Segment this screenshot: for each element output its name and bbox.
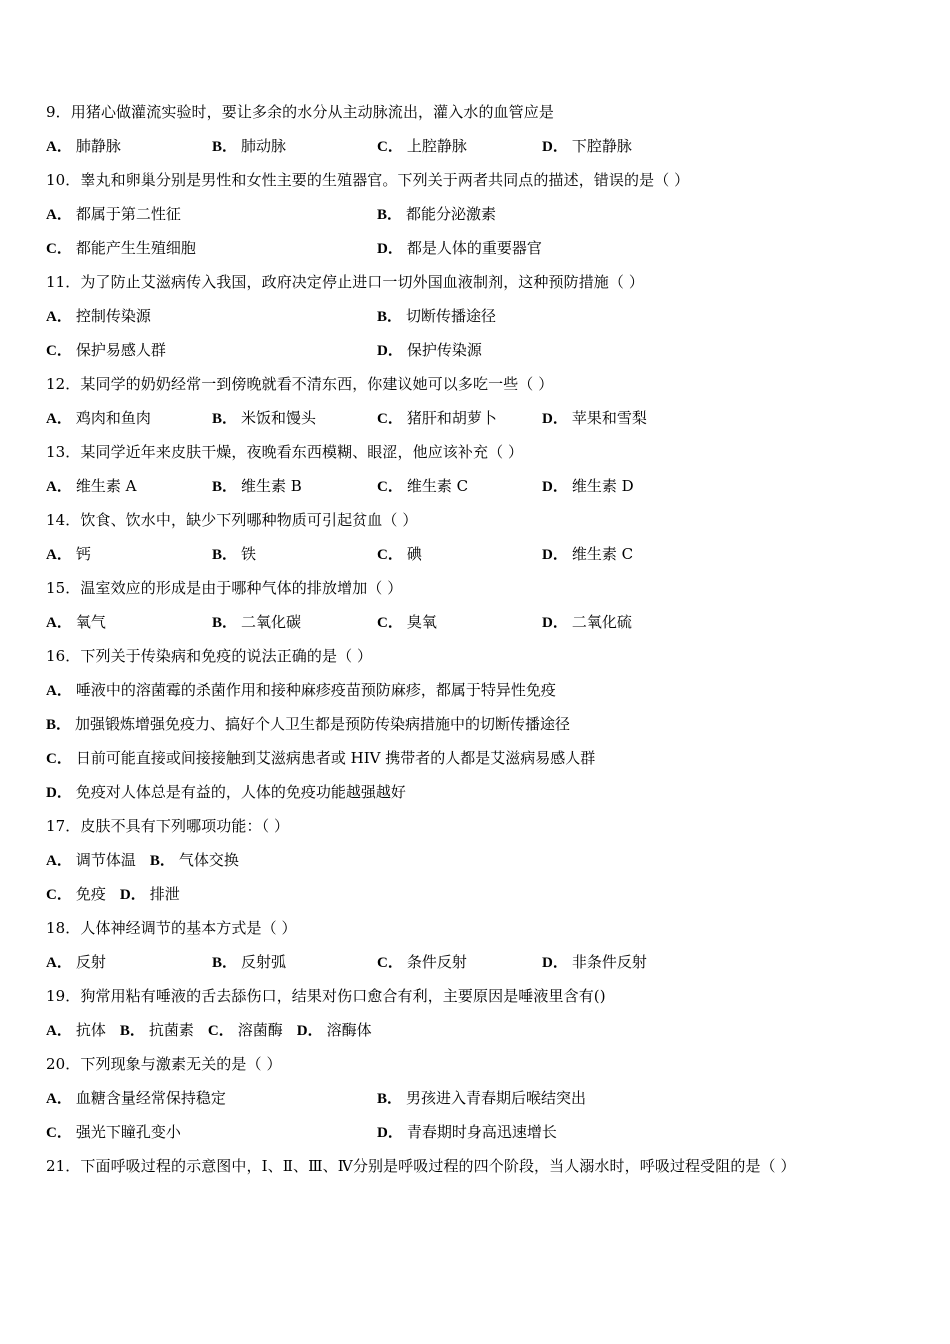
- option-letter: C．: [377, 139, 403, 155]
- option-text: 控制传染源: [75, 307, 151, 325]
- option-b: [212, 610, 301, 635]
- option-text: 都能产生生殖细胞: [75, 239, 196, 257]
- option-letter: A．: [46, 683, 72, 699]
- option-letter: D．: [296, 1023, 323, 1039]
- option-text: 鸡肉和鱼肉: [75, 409, 151, 427]
- option-letter: B．: [212, 615, 238, 631]
- question-text: 17．皮肤不具有下列哪项功能：（ ）: [46, 817, 290, 835]
- question-stem: [46, 270, 644, 294]
- question-stem: [46, 440, 523, 464]
- option-letter: B．: [377, 207, 403, 223]
- option-text: 非条件反射: [571, 953, 647, 971]
- question-stem: [46, 100, 554, 124]
- option-text: 二氧化硫: [571, 613, 632, 631]
- option-a: [46, 1021, 106, 1039]
- option-text: 维生素 C: [406, 477, 469, 495]
- question-text: 9．用猪心做灌流实验时，要让多余的水分从主动脉流出，灌入水的血管应是: [46, 103, 554, 121]
- option-c: [46, 236, 196, 261]
- question-stem: [46, 168, 689, 192]
- question-stem: [46, 576, 402, 600]
- option-letter: B．: [377, 309, 403, 325]
- option-letter: D．: [542, 955, 568, 971]
- option-c: [208, 1021, 283, 1039]
- option-text: 维生素 D: [571, 477, 634, 495]
- option-d: [120, 885, 180, 903]
- option-text: 都是人体的重要器官: [406, 239, 542, 257]
- option-text: 血糖含量经常保持稳定: [75, 1089, 226, 1107]
- option-letter: C．: [46, 1125, 72, 1141]
- option-a: [46, 950, 106, 975]
- option-b: [377, 1086, 586, 1111]
- option-text: 上腔静脉: [406, 137, 467, 155]
- question-text: 11．为了防止艾滋病传入我国，政府决定停止进口一切外国血液制剂，这种预防措施（ ）: [46, 273, 644, 291]
- option-b: [212, 474, 302, 499]
- option-letter: D．: [542, 615, 568, 631]
- option-letter: C．: [377, 547, 403, 563]
- option-a: [46, 474, 136, 499]
- option-letter: B．: [119, 1023, 145, 1039]
- option-c: [46, 885, 106, 903]
- options-row: [46, 1018, 386, 1042]
- option-a: [46, 610, 106, 635]
- option-text: 保护传染源: [406, 341, 482, 359]
- option-a: [46, 134, 121, 159]
- option-text: 钙: [75, 545, 91, 563]
- options-row: [46, 848, 253, 872]
- question-stem: [46, 1154, 796, 1178]
- option-text: 日前可能直接或间接接触到艾滋病患者或 HIV 携带者的人都是艾滋病易感人群: [75, 749, 596, 767]
- option-text: 免疫对人体总是有益的，人体的免疫功能越强越好: [75, 783, 406, 801]
- option-a: [46, 304, 151, 329]
- option-text: 肺静脉: [75, 137, 121, 155]
- question-text: 14．饮食、饮水中，缺少下列哪种物质可引起贫血（ ）: [46, 511, 418, 529]
- option-letter: D．: [542, 479, 568, 495]
- option-letter: A．: [46, 547, 72, 563]
- option-d: [542, 406, 647, 431]
- option-text: 都能分泌激素: [406, 205, 497, 223]
- option-letter: D．: [377, 343, 403, 359]
- option-d: [542, 134, 632, 159]
- option-letter: B．: [212, 955, 238, 971]
- option-letter: C．: [46, 343, 72, 359]
- question-stem: [46, 644, 372, 668]
- question-text: 19．狗常用粘有唾液的舌去舔伤口，结果对伤口愈合有利，主要原因是唾液里含有(): [46, 987, 606, 1005]
- question-stem: [46, 372, 553, 396]
- option-d: [377, 338, 482, 363]
- option-a: [46, 406, 151, 431]
- option-text: 氧气: [75, 613, 106, 631]
- option-d: [542, 542, 633, 567]
- option-text: 条件反射: [406, 953, 467, 971]
- option-letter: C．: [377, 955, 403, 971]
- option-text: 铁: [241, 545, 257, 563]
- option-d: [542, 474, 634, 499]
- option-letter: B．: [377, 1091, 403, 1107]
- option-text: 切断传播途径: [406, 307, 497, 325]
- option-letter: D．: [46, 785, 72, 801]
- option-a: [46, 1086, 226, 1111]
- option-letter: A．: [46, 615, 72, 631]
- option-letter: A．: [46, 309, 72, 325]
- question-stem: [46, 814, 289, 838]
- option-c: [46, 338, 166, 363]
- option-letter: D．: [542, 411, 568, 427]
- option-letter: A．: [46, 853, 72, 869]
- option-text: 免疫: [75, 885, 106, 903]
- option-letter: D．: [542, 139, 568, 155]
- option-letter: D．: [377, 241, 403, 257]
- option-letter: A．: [46, 1023, 72, 1039]
- option-text: 肺动脉: [241, 137, 287, 155]
- option-c: [46, 746, 595, 771]
- option-text: 男孩进入青春期后喉结突出: [406, 1089, 587, 1107]
- option-letter: A．: [46, 207, 72, 223]
- option-text: 二氧化碳: [241, 613, 302, 631]
- option-text: 维生素 B: [241, 477, 302, 495]
- question-text: 13．某同学近年来皮肤干燥，夜晚看东西模糊、眼涩，他应该补充（ ）: [46, 443, 524, 461]
- option-b: [377, 304, 496, 329]
- option-text: 臭氧: [406, 613, 437, 631]
- option-letter: D．: [377, 1125, 403, 1141]
- option-d: [377, 1120, 557, 1145]
- option-text: 唾液中的溶菌霉的杀菌作用和接种麻疹疫苗预防麻疹，都属于特异性免疫: [75, 681, 556, 699]
- option-text: 维生素 A: [75, 477, 137, 495]
- option-letter: B．: [212, 411, 238, 427]
- option-b: [212, 134, 286, 159]
- option-letter: A．: [46, 139, 72, 155]
- option-d: [377, 236, 542, 261]
- option-letter: C．: [377, 411, 403, 427]
- option-letter: A．: [46, 411, 72, 427]
- question-text: 18．人体神经调节的基本方式是（ ）: [46, 919, 297, 937]
- option-text: 都属于第二性征: [75, 205, 181, 223]
- option-text: 强光下瞳孔变小: [75, 1123, 181, 1141]
- option-letter: C．: [377, 615, 403, 631]
- option-text: 猪肝和胡萝卜: [406, 409, 497, 427]
- option-letter: D．: [542, 547, 568, 563]
- option-c: [377, 474, 468, 499]
- question-stem: [46, 508, 417, 532]
- option-text: 溶酶体: [326, 1021, 372, 1039]
- option-d: [542, 950, 647, 975]
- option-letter: B．: [212, 479, 238, 495]
- option-letter: C．: [46, 241, 72, 257]
- option-b: [120, 1021, 194, 1039]
- option-b: [212, 542, 256, 567]
- option-text: 抗菌素: [148, 1021, 194, 1039]
- option-text: 保护易感人群: [75, 341, 166, 359]
- option-b: [150, 851, 239, 869]
- option-letter: B．: [46, 717, 72, 733]
- option-b: [377, 202, 496, 227]
- option-d: [542, 610, 632, 635]
- option-d: [46, 780, 406, 805]
- question-text: 12．某同学的奶奶经常一到傍晚就看不清东西，你建议她可以多吃一些（ ）: [46, 375, 554, 393]
- option-letter: B．: [212, 547, 238, 563]
- question-stem: [46, 984, 606, 1008]
- question-stem: [46, 916, 297, 940]
- question-text: 20．下列现象与激素无关的是（ ）: [46, 1055, 282, 1073]
- option-text: 维生素 C: [571, 545, 634, 563]
- question-stem: [46, 1052, 282, 1076]
- option-text: 溶菌酶: [237, 1021, 283, 1039]
- option-letter: C．: [46, 887, 72, 903]
- option-c: [377, 950, 467, 975]
- option-b: [212, 406, 316, 431]
- option-letter: B．: [149, 853, 175, 869]
- option-a: [46, 678, 556, 703]
- option-text: 碘: [406, 545, 422, 563]
- option-a: [46, 851, 136, 869]
- option-text: 抗体: [75, 1021, 106, 1039]
- option-c: [377, 406, 497, 431]
- option-d: [297, 1021, 372, 1039]
- option-text: 青春期时身高迅速增长: [406, 1123, 557, 1141]
- option-text: 下腔静脉: [571, 137, 632, 155]
- option-text: 加强锻炼增强免疫力、搞好个人卫生都是预防传染病措施中的切断传播途径: [75, 715, 571, 733]
- option-letter: A．: [46, 479, 72, 495]
- question-text: 15．温室效应的形成是由于哪种气体的排放增加（ ）: [46, 579, 403, 597]
- option-letter: C．: [207, 1023, 234, 1039]
- option-letter: C．: [377, 479, 403, 495]
- option-b: [212, 950, 286, 975]
- option-a: [46, 542, 91, 567]
- option-text: 气体交换: [178, 851, 239, 869]
- option-text: 调节体温: [75, 851, 136, 869]
- option-letter: B．: [212, 139, 238, 155]
- option-c: [377, 610, 437, 635]
- option-text: 排泄: [149, 885, 180, 903]
- option-letter: D．: [119, 887, 146, 903]
- option-text: 米饭和馒头: [241, 409, 317, 427]
- options-row: [46, 882, 194, 906]
- option-letter: A．: [46, 955, 72, 971]
- question-text: 16．下列关于传染病和免疫的说法正确的是（ ）: [46, 647, 373, 665]
- option-c: [377, 134, 467, 159]
- option-text: 反射弧: [241, 953, 287, 971]
- option-c: [46, 1120, 181, 1145]
- option-a: [46, 202, 181, 227]
- question-text: 10．睾丸和卵巢分别是男性和女性主要的生殖器官。下列关于两者共同点的描述，错误的是（ ）: [46, 171, 690, 189]
- question-text: 21．下面呼吸过程的示意图中，Ⅰ、Ⅱ、Ⅲ、Ⅳ分别是呼吸过程的四个阶段，当人溺水时，呼吸过程受阻的是（ ）: [46, 1157, 796, 1175]
- option-text: 反射: [75, 953, 106, 971]
- option-letter: C．: [46, 751, 72, 767]
- option-letter: A．: [46, 1091, 72, 1107]
- option-text: 苹果和雪梨: [571, 409, 647, 427]
- option-b: [46, 712, 570, 737]
- option-c: [377, 542, 422, 567]
